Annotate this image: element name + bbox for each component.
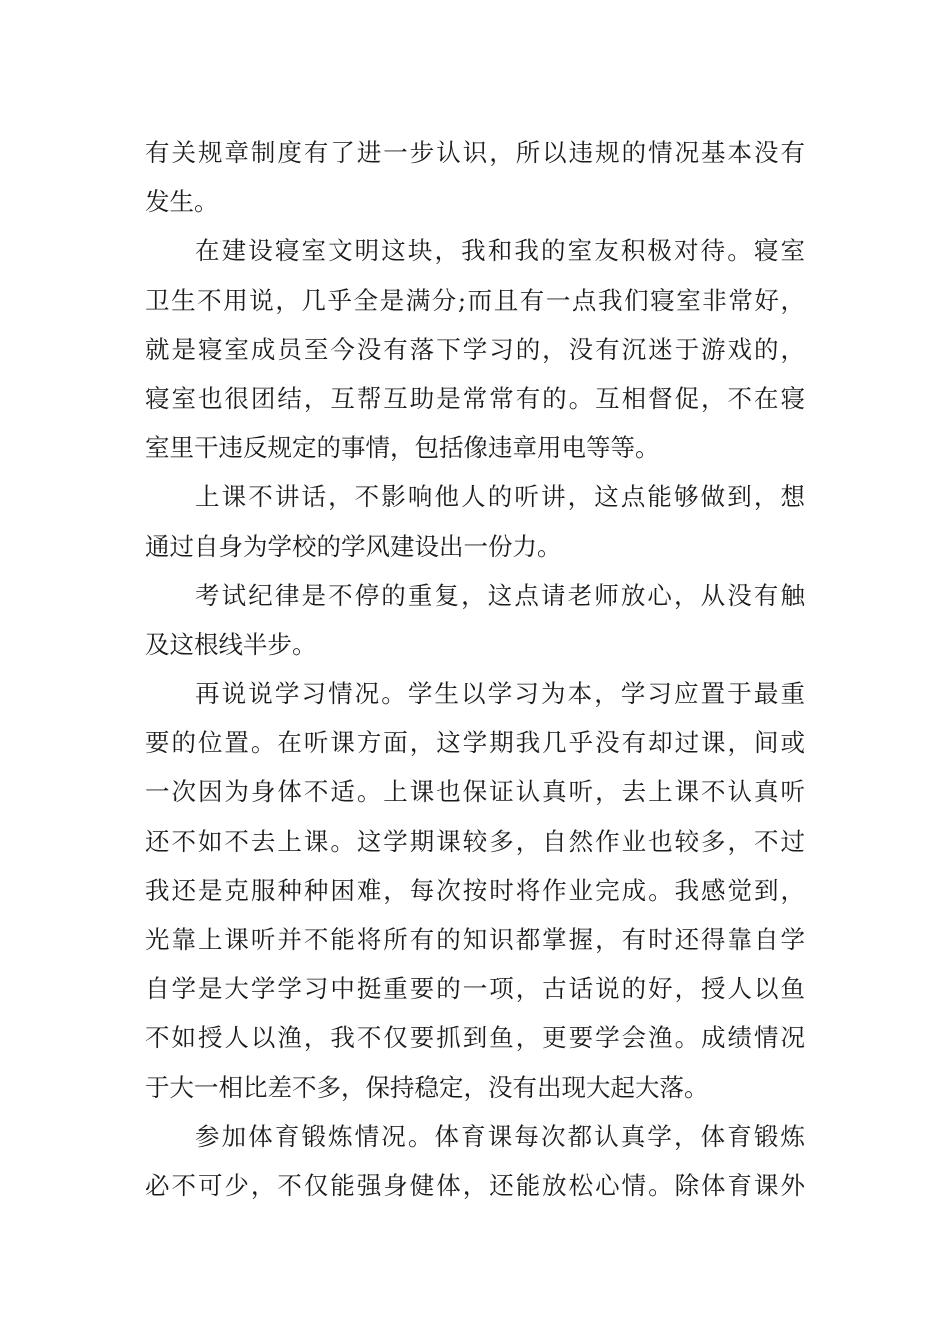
text-line: 还不如不去上课。这学期课较多，自然作业也较多，不过 [145, 826, 805, 856]
text-line: 在建设寝室文明这块，我和我的室友积极对待。寝室 [195, 236, 805, 266]
text-line: 自学是大学学习中挺重要的一项，古话说的好，授人以鱼 [145, 974, 805, 1004]
text-line: 有关规章制度有了进一步认识，所以违规的情况基本没有 [145, 138, 805, 167]
text-line: 及这根线半步。 [145, 629, 317, 659]
text-line: 卫生不用说，几乎全是满分;而且有一点我们寝室非常好， [145, 285, 805, 315]
text-line: 于大一相比差不多，保持稳定，没有出现大起大落。 [145, 1072, 709, 1102]
text-line: 光靠上课听并不能将所有的知识都掌握，有时还得靠自学 [145, 925, 805, 954]
text-line: 再说说学习情况。学生以学习为本，学习应置于最重 [195, 679, 805, 709]
text-line: 就是寝室成员至今没有落下学习的，没有沉迷于游戏的， [145, 334, 805, 364]
text-line: 发生。 [145, 187, 219, 217]
text-line: 不如授人以渔，我不仅要抓到鱼，更要学会渔。成绩情况 [145, 1023, 805, 1053]
text-line: 寝室也很团结，互帮互助是常常有的。互相督促，不在寝 [145, 383, 805, 413]
text-line: 我还是克服种种困难，每次按时将作业完成。我感觉到， [145, 875, 805, 905]
text-line: 上课不讲话，不影响他人的听讲，这点能够做到，想 [195, 482, 805, 512]
text-line: 通过自身为学校的学风建设出一份力。 [145, 531, 562, 561]
body-text [145, 128, 805, 1210]
text-line: 室里干违反规定的事情，包括像违章用电等等。 [145, 433, 660, 463]
text-line: 要的位置。在听课方面，这学期我几乎没有却过课，间或 [145, 728, 805, 758]
text-line: 考试纪律是不停的重复，这点请老师放心，从没有触 [195, 580, 805, 610]
text-line: 必不可少，不仅能强身健体，还能放松心情。除体育课外 [145, 1170, 805, 1200]
text-line: 参加体育锻炼情况。体育课每次都认真学，体育锻炼 [195, 1121, 805, 1151]
text-line: 一次因为身体不适。上课也保证认真听，去上课不认真听 [145, 777, 805, 807]
